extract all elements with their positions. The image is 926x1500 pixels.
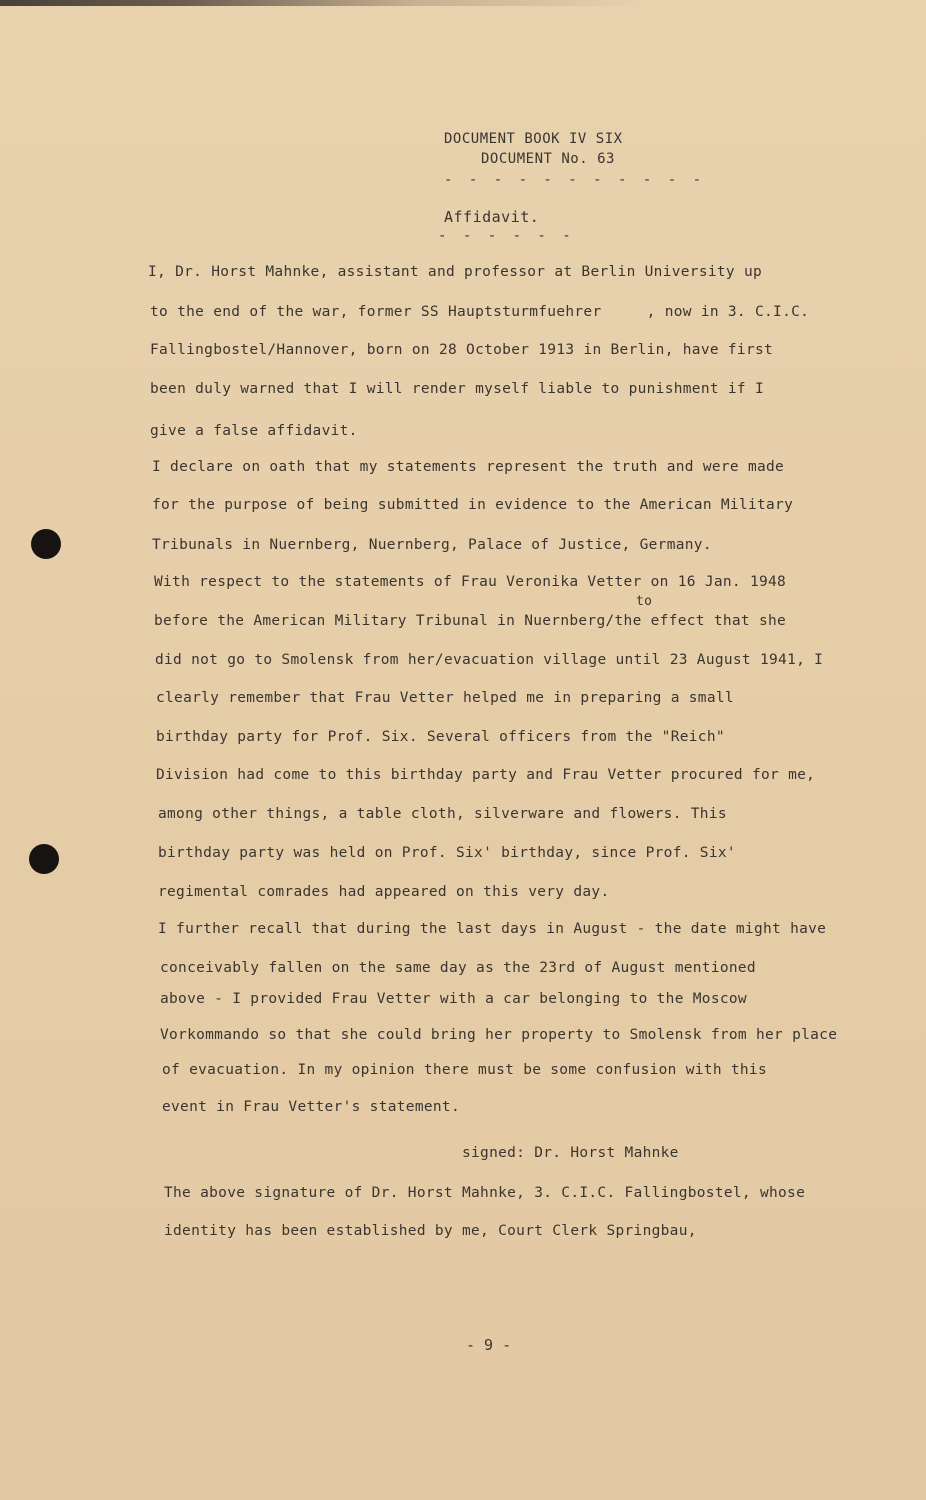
body-line: of evacuation. In my opinion there must be some confusion with this: [162, 1062, 767, 1078]
body-line: birthday party for Prof. Six. Several officers from the "Reich": [156, 729, 725, 745]
body-line: did not go to Smolensk from her/evacuation village until 23 August 1941, I: [155, 652, 824, 668]
title-rule: - - - - - -: [438, 228, 575, 244]
punch-hole-bottom: [29, 844, 59, 874]
body-line: Tribunals in Nuernberg, Nuernberg, Palace of Justice, Germany.: [152, 537, 712, 553]
body-line: event in Frau Vetter's statement.: [162, 1099, 460, 1115]
attestation-line: identity has been established by me, Court Clerk Springbau,: [164, 1223, 697, 1239]
body-line: regimental comrades had appeared on this very day.: [158, 884, 610, 900]
body-line: to the end of the war, former SS Hauptsturmfuehrer , now in 3. C.I.C.: [150, 304, 810, 320]
body-line: give a false affidavit.: [150, 423, 358, 439]
body-line: I, Dr. Horst Mahnke, assistant and professor at Berlin University up: [148, 264, 763, 280]
header-rule: - - - - - - - - - - -: [444, 172, 706, 188]
document-book-heading: DOCUMENT BOOK IV SIX: [444, 131, 623, 147]
page-number: - 9 -: [466, 1336, 512, 1354]
body-line: been duly warned that I will render myself liable to punishment if I: [150, 381, 765, 397]
body-line: conceivably fallen on the same day as the 23rd of August mentioned: [160, 960, 756, 976]
body-line: for the purpose of being submitted in evidence to the American Military: [152, 497, 794, 513]
body-line: before the American Military Tribunal in Nuernberg/the effect that she: [154, 613, 787, 629]
body-line: I further recall that during the last days in August - the date might have: [158, 921, 827, 937]
body-line: Division had come to this birthday party and Frau Vetter procured for me,: [156, 767, 816, 783]
torn-top-edge: [0, 0, 926, 6]
body-line: above - I provided Frau Vetter with a car belonging to the Moscow: [160, 991, 747, 1007]
document-number: DOCUMENT No. 63: [481, 151, 615, 167]
body-line: clearly remember that Frau Vetter helped me in preparing a small: [156, 690, 734, 706]
body-line: Fallingbostel/Hannover, born on 28 October 1913 in Berlin, have first: [150, 342, 774, 358]
body-line: With respect to the statements of Frau Veronika Vetter on 16 Jan. 1948: [154, 574, 787, 590]
body-line: among other things, a table cloth, silverware and flowers. This: [158, 806, 727, 822]
affidavit-title: Affidavit.: [444, 208, 540, 226]
body-line: birthday party was held on Prof. Six' birthday, since Prof. Six': [158, 845, 736, 861]
attestation-line: The above signature of Dr. Horst Mahnke, 3. C.I.C. Fallingbostel, whose: [164, 1185, 806, 1201]
body-line: Vorkommando so that she could bring her property to Smolensk from her place: [160, 1027, 838, 1043]
punch-hole-top: [31, 529, 61, 559]
body-line: I declare on oath that my statements represent the truth and were made: [152, 459, 785, 475]
interlinear-insertion: to: [636, 594, 653, 609]
signature-line: signed: Dr. Horst Mahnke: [462, 1145, 679, 1161]
